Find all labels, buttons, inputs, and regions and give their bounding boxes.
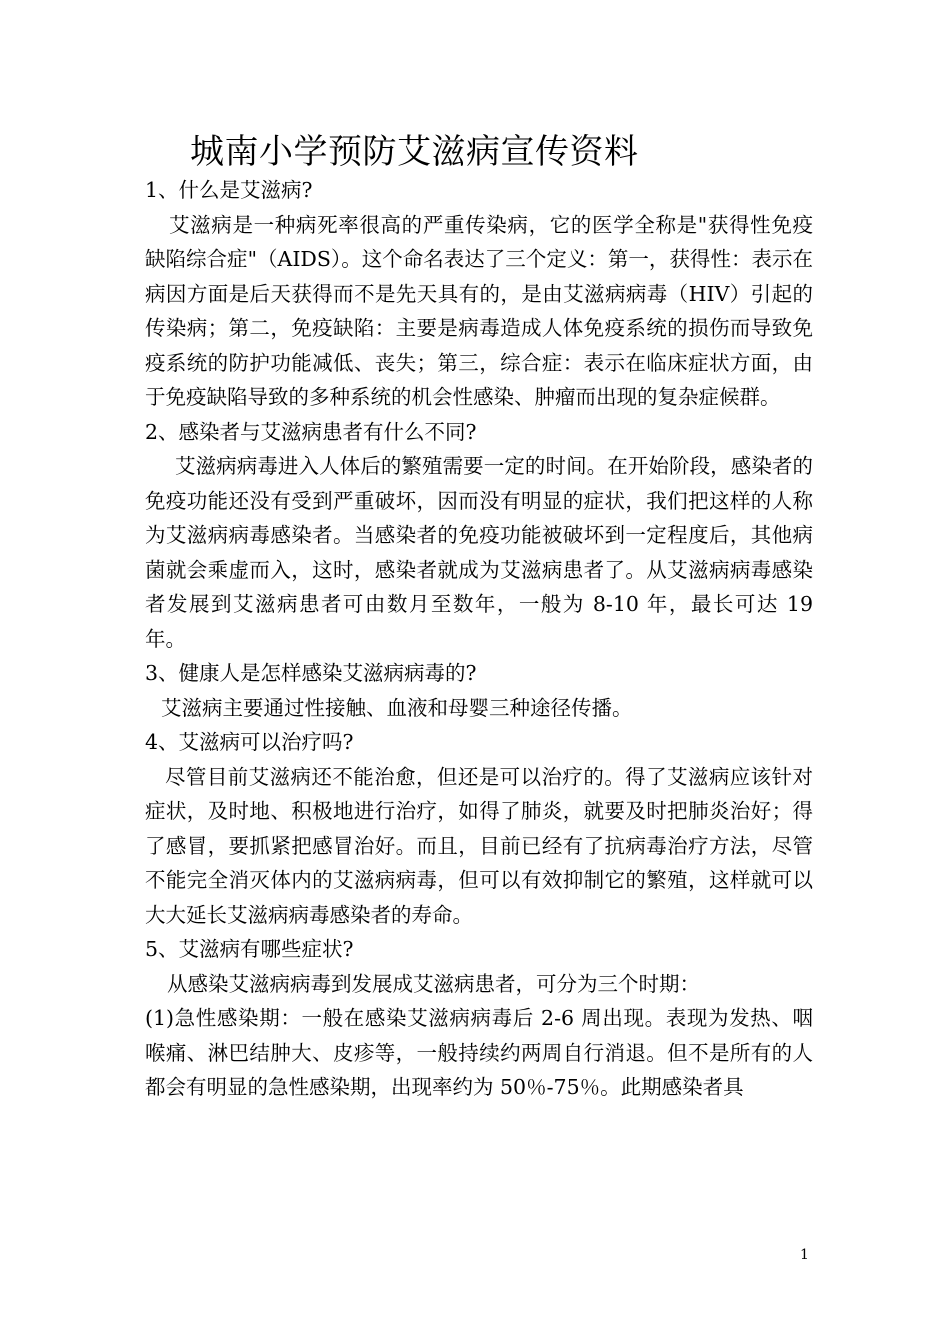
section-1-paragraph: 艾滋病是一种病死率很高的严重传染病，它的医学全称是"获得性免疫缺陷综合症"（AIDS）。这个命名表达了三个定义：第一，获得性：表示在病因方面是后天获得而不是先天具有的，是由艾滋病病毒（HIV）引起的传染病；第二，免疫缺陷：主要是病毒造成人体免疫系统的损伤而导致免疫系统的防护功能减低、丧失；第三，综合症：表示在临床症状方面，由于免疫缺陷导致的多种系统的机会性感染、肿瘤而出现的复杂症候群。 (145, 212, 813, 409)
section-2-paragraph: 艾滋病病毒进入人体后的繁殖需要一定的时间。在开始阶段，感染者的免疫功能还没有受到严重破坏，因而没有明显的症状，我们把这样的人称为艾滋病病毒感染者。当感染者的免疫功能被破坏到一定程度后，其他病菌就会乘虚而入，这时，感染者就成为艾滋病患者了。从艾滋病病毒感染者发展到艾滋病患者可由数月至数年，一般为 8-10 年，最长可达 19 年。 (145, 454, 813, 651)
page-number: 1 (800, 1247, 809, 1263)
section-heading-4: 4、艾滋病可以治疗吗? (145, 730, 354, 754)
section-3-paragraph: 艾滋病主要通过性接触、血液和母婴三种途径传播。 (161, 695, 633, 720)
section-heading-2: 2、感染者与艾滋病患者有什么不同? (145, 419, 477, 444)
section-5-paragraph-acute-stage: (1)急性感染期：一般在感染艾滋病病毒后 2-6 周出现。表现为发热、咽喉痛、淋巴结肿大、皮疹等，一般持续约两周自行消退。但不是所有的人都会有明显的急性感染期，出现率约为 50％-75％。此期感染者具 (145, 1006, 813, 1099)
document-body (145, 173, 813, 1105)
section-heading-1: 1、什么是艾滋病? (145, 178, 313, 202)
section-heading-3: 3、健康人是怎样感染艾滋病病毒的? (145, 661, 477, 685)
section-heading-5: 5、艾滋病有哪些症状? (145, 937, 354, 961)
section-4-paragraph: 尽管目前艾滋病还不能治愈，但还是可以治疗的。得了艾滋病应该针对症状，及时地、积极地进行治疗，如得了肺炎，就要及时把肺炎治好；得了感冒，要抓紧把感冒治好。而且，目前已经有了抗病毒治疗方法，尽管不能完全消灭体内的艾滋病病毒，但可以有效抑制它的繁殖，这样就可以大大延长艾滋病病毒感染者的寿命。 (145, 764, 813, 927)
page-title: 城南小学预防艾滋病宣传资料 (190, 132, 639, 172)
section-5-paragraph-intro: 从感染艾滋病病毒到发展成艾滋病患者，可分为三个时期： (167, 971, 700, 996)
